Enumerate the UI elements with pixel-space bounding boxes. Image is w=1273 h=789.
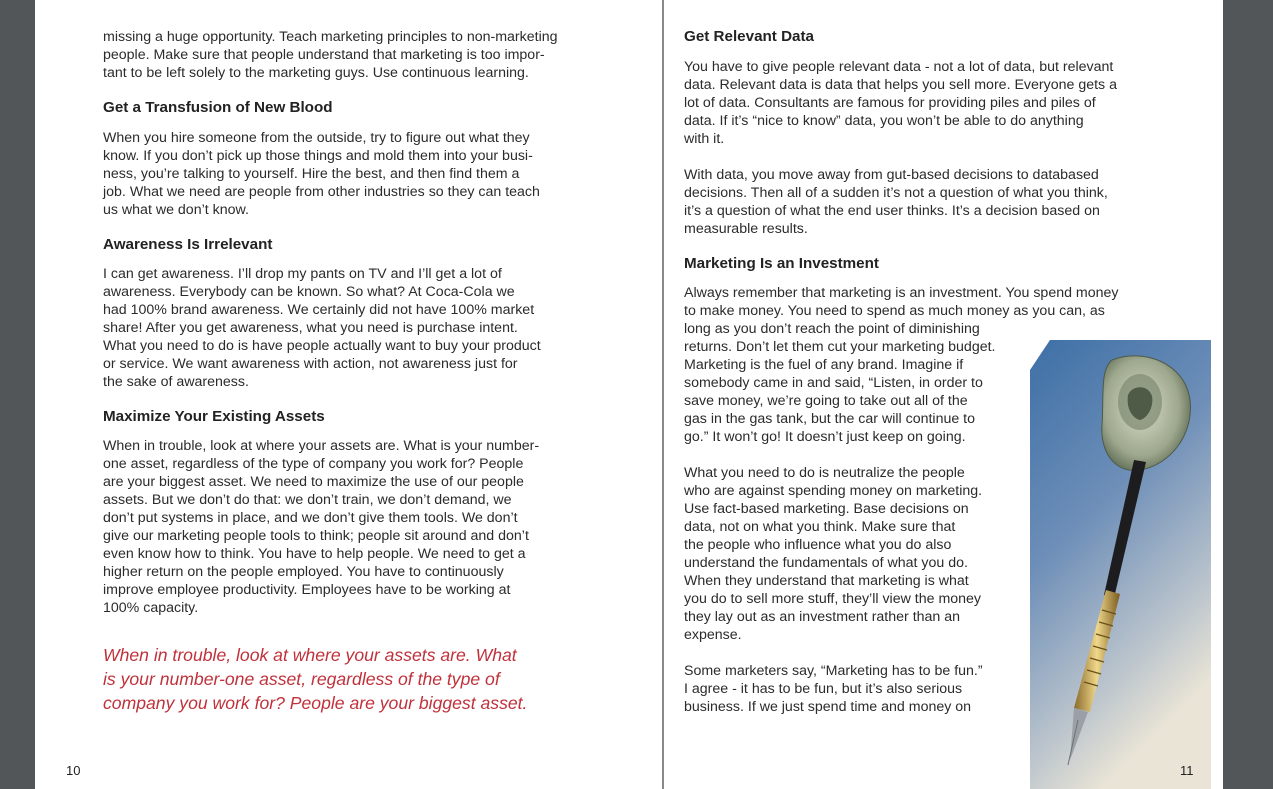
page-number-right: 11 [1180,763,1194,778]
section-heading: Marketing Is an Investment [684,255,879,272]
section-heading: Awareness Is Irrelevant [103,236,273,253]
section-body: I can get awareness. I’ll drop my pants on TV and I’ll get a lot of awareness. Everybody can be known. So what? At Coca-Cola we had 100% brand awareness. We certainly did not have 100% market share! After you get awareness, what you need is purchase intent. What you need to do is have people actually want to buy your product or service. We want awareness with action, not awareness just for the sake of awareness. [103,266,541,390]
section-body: When in trouble, look at where your assets are. What is your number- one asset, regardless of the type of company you work for? People are your biggest asset. We need to maximize the use of our people assets. But we don’t do that: we don’t train, we don’t demand, we don’t put systems in place, and we don’t give them tools. We don’t give our marketing people tools to think; people sit around and don’t even know how to think. You have to help people. We need to get a higher return on the people employed. You have to continuously improve employee productivity. Employees have to be working at 100% capacity. [103,438,540,616]
pull-quote: When in trouble, look at where your assets are. What is your number-one asset, regardless of the type of company you work for? People are your biggest asset. [103,645,528,713]
section-heading: Maximize Your Existing Assets [103,408,325,425]
intro-paragraph: missing a huge opportunity. Teach marketing principles to non-marketing people. Make sure that people understand that marketing is too impor- tant to be left solely to the marketing guys. Use continuous learning. [103,29,558,81]
section-heading: Get a Transfusion of New Blood [103,99,333,116]
dart-with-dollar-bill-flight-image [1030,340,1211,789]
section-body: When you hire someone from the outside, try to figure out what they know. If you don’t pick up those things and mold them into your busi- ness, you’re talking to yourself. Hire the best, and then find them a job. What we need are people from other industries so they can teach us what we don’t know. [103,130,540,218]
section-paragraph: Always remember that marketing is an investment. You spend money to make money. You need to spend as much money as you can, as long as you don’t reach the point of diminishing returns. Don’t let them cut your marketing budget. Marketing is the fuel of any brand. Imagine if somebody came in and said, “Listen, in order to save money, we’re going to take out all of the gas in the gas tank, but the car will continue to go.” It won’t go! It doesn’t just keep on going. [684,285,1119,445]
section-heading: Get Relevant Data [684,28,814,45]
section-paragraph: What you need to do is neutralize the people who are against spending money on marketing. Use fact-based marketing. Base decisions on data, not on what you think. Make sure that the people who influence what you do also understand the fundamentals of what you do. When they understand that marketing is what you do to sell more stuff, they’ll view the money they lay out as an investment rather than an expense. [684,465,983,643]
page-number-left: 10 [66,763,81,778]
left-page-column [103,28,583,715]
section-paragraph: Some marketers say, “Marketing has to be fun.” I agree - it has to be fun, but it’s also serious business. If we just spend time and money on [684,663,983,715]
page-gutter-divider [662,0,664,789]
page-spread [35,0,1223,789]
section-paragraph: With data, you move away from gut-based decisions to databased decisions. Then all of a sudden it’s not a question of what you think, it’s a question of what the end user thinks. It’s a decision based on measurable results. [684,167,1108,237]
section-paragraph: You have to give people relevant data - not a lot of data, but relevant data. Relevant data is data that helps you sell more. Everyone gets a lot of data. Consultants are famous for providing piles and piles of data. If it’s “nice to know” data, you won’t be able to do anything with it. [684,59,1117,147]
